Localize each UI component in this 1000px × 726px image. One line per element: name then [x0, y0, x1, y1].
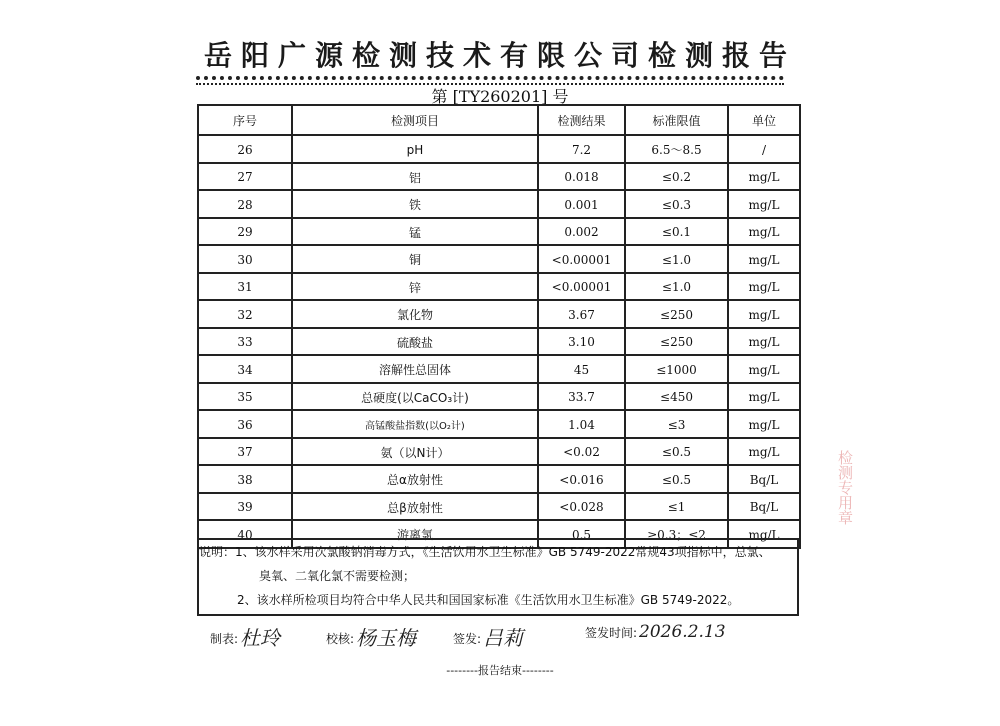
cell-no: 31: [198, 273, 292, 301]
cell-result: 0.018: [538, 163, 625, 191]
cell-unit: Bq/L: [728, 493, 800, 521]
cell-result: 45: [538, 355, 625, 383]
cell-item: 总β放射性: [292, 493, 538, 521]
issued-signature: 吕莉: [483, 626, 524, 650]
cell-item: 氯化物: [292, 300, 538, 328]
cell-unit: mg/L: [728, 190, 800, 218]
cell-limit: ≤1.0: [625, 273, 728, 301]
col-header-limit: 标准限值: [625, 105, 728, 135]
table-row: [198, 135, 800, 163]
cell-unit: mg/L: [728, 410, 800, 438]
cell-result: <0.00001: [538, 245, 625, 273]
seal-stamp: 检测专用章: [836, 450, 854, 525]
report-title: 岳阳广源检测技术有限公司检测报告: [203, 39, 796, 72]
cell-unit: /: [728, 135, 800, 163]
cell-no: 30: [198, 245, 292, 273]
table-row: [198, 493, 800, 521]
cell-item: 氨（以N计）: [292, 438, 538, 466]
cell-item: 锌: [292, 273, 538, 301]
cell-unit: mg/L: [728, 328, 800, 356]
table-row: [198, 355, 800, 383]
cell-result: 0.001: [538, 190, 625, 218]
cell-limit: ≤0.2: [625, 163, 728, 191]
cell-item: pH: [292, 135, 538, 163]
cell-unit: mg/L: [728, 520, 800, 548]
cell-result: 0.5: [538, 520, 625, 548]
cell-unit: mg/L: [728, 438, 800, 466]
cell-no: 27: [198, 163, 292, 191]
note-line-1: 说明：1、该水样采用次氯酸钠消毒方式，《生活饮用水卫生标准》GB 5749-2022常规43项指标中，总氯、: [199, 545, 771, 559]
prepared-by: [210, 622, 280, 651]
note-line-3: 2、该水样所检项目均符合中华人民共和国国家标准《生活饮用水卫生标准》GB 5749-2022。: [237, 593, 740, 607]
cell-item: 硫酸盐: [292, 328, 538, 356]
cell-no: 38: [198, 465, 292, 493]
prepared-signature: 杜玲: [240, 626, 281, 650]
title-divider: [196, 76, 784, 80]
cell-unit: mg/L: [728, 163, 800, 191]
cell-result: <0.00001: [538, 273, 625, 301]
cell-unit: mg/L: [728, 273, 800, 301]
col-header-item: 检测项目: [292, 105, 538, 135]
cell-result: <0.028: [538, 493, 625, 521]
cell-limit: ≥0.3；≤2: [625, 520, 728, 548]
table-row: [198, 383, 800, 411]
cell-item: 溶解性总固体: [292, 355, 538, 383]
date-handwritten: 2026.2.13: [639, 622, 726, 642]
report-end-marker: --------报告结束--------: [446, 664, 554, 677]
cell-limit: ≤250: [625, 300, 728, 328]
cell-no: 28: [198, 190, 292, 218]
table-row: [198, 328, 800, 356]
cell-no: 35: [198, 383, 292, 411]
cell-result: 33.7: [538, 383, 625, 411]
cell-no: 37: [198, 438, 292, 466]
cell-item: 铝: [292, 163, 538, 191]
cell-item: 总α放射性: [292, 465, 538, 493]
results-table: [197, 104, 801, 549]
cell-no: 26: [198, 135, 292, 163]
cell-limit: 6.5～8.5: [625, 135, 728, 163]
issued-label: 签发:: [453, 632, 482, 646]
cell-limit: ≤1: [625, 493, 728, 521]
table-row: [198, 218, 800, 246]
cell-limit: ≤1.0: [625, 245, 728, 273]
col-header-no: 序号: [198, 105, 292, 135]
table-row: [198, 163, 800, 191]
cell-unit: Bq/L: [728, 465, 800, 493]
table-header-row: [198, 105, 800, 135]
cell-unit: mg/L: [728, 218, 800, 246]
cell-limit: ≤0.5: [625, 438, 728, 466]
cell-limit: ≤0.3: [625, 190, 728, 218]
checked-label: 校核:: [326, 632, 355, 646]
cell-no: 29: [198, 218, 292, 246]
cell-item: 铁: [292, 190, 538, 218]
cell-no: 36: [198, 410, 292, 438]
cell-result: 0.002: [538, 218, 625, 246]
cell-unit: mg/L: [728, 300, 800, 328]
cell-result: <0.016: [538, 465, 625, 493]
cell-limit: ≤450: [625, 383, 728, 411]
prepared-label: 制表:: [210, 632, 239, 646]
issue-date: [585, 622, 726, 642]
table-row: [198, 300, 800, 328]
table-row: [198, 465, 800, 493]
cell-no: 32: [198, 300, 292, 328]
checked-by: [326, 622, 416, 651]
cell-item: 总硬度(以CaCO₃计): [292, 383, 538, 411]
col-header-result: 检测结果: [538, 105, 625, 135]
cell-item: 铜: [292, 245, 538, 273]
table-row: [198, 190, 800, 218]
cell-no: 40: [198, 520, 292, 548]
col-header-unit: 单位: [728, 105, 800, 135]
checked-signature: 杨玉梅: [356, 626, 417, 650]
cell-result: 7.2: [538, 135, 625, 163]
cell-item: 锰: [292, 218, 538, 246]
cell-result: 3.10: [538, 328, 625, 356]
cell-result: <0.02: [538, 438, 625, 466]
report-number: 第 [TY260201] 号: [431, 87, 569, 106]
cell-no: 39: [198, 493, 292, 521]
cell-unit: mg/L: [728, 383, 800, 411]
cell-no: 33: [198, 328, 292, 356]
date-label: 签发时间:: [585, 626, 638, 640]
table-row: [198, 245, 800, 273]
cell-limit: ≤250: [625, 328, 728, 356]
cell-limit: ≤3: [625, 410, 728, 438]
table-row: [198, 438, 800, 466]
table-row: [198, 410, 800, 438]
cell-limit: ≤0.1: [625, 218, 728, 246]
cell-result: 1.04: [538, 410, 625, 438]
note-line-2: 臭氧、二氧化氯不需要检测；: [259, 569, 416, 583]
cell-item: 高锰酸盐指数(以O₂计): [292, 410, 538, 438]
notes-box: [197, 538, 799, 616]
cell-limit: ≤0.5: [625, 465, 728, 493]
cell-item: 游离氯: [292, 520, 538, 548]
cell-no: 34: [198, 355, 292, 383]
issued-by: [453, 622, 523, 651]
cell-limit: ≤1000: [625, 355, 728, 383]
cell-unit: mg/L: [728, 245, 800, 273]
cell-result: 3.67: [538, 300, 625, 328]
cell-unit: mg/L: [728, 355, 800, 383]
table-row: [198, 273, 800, 301]
